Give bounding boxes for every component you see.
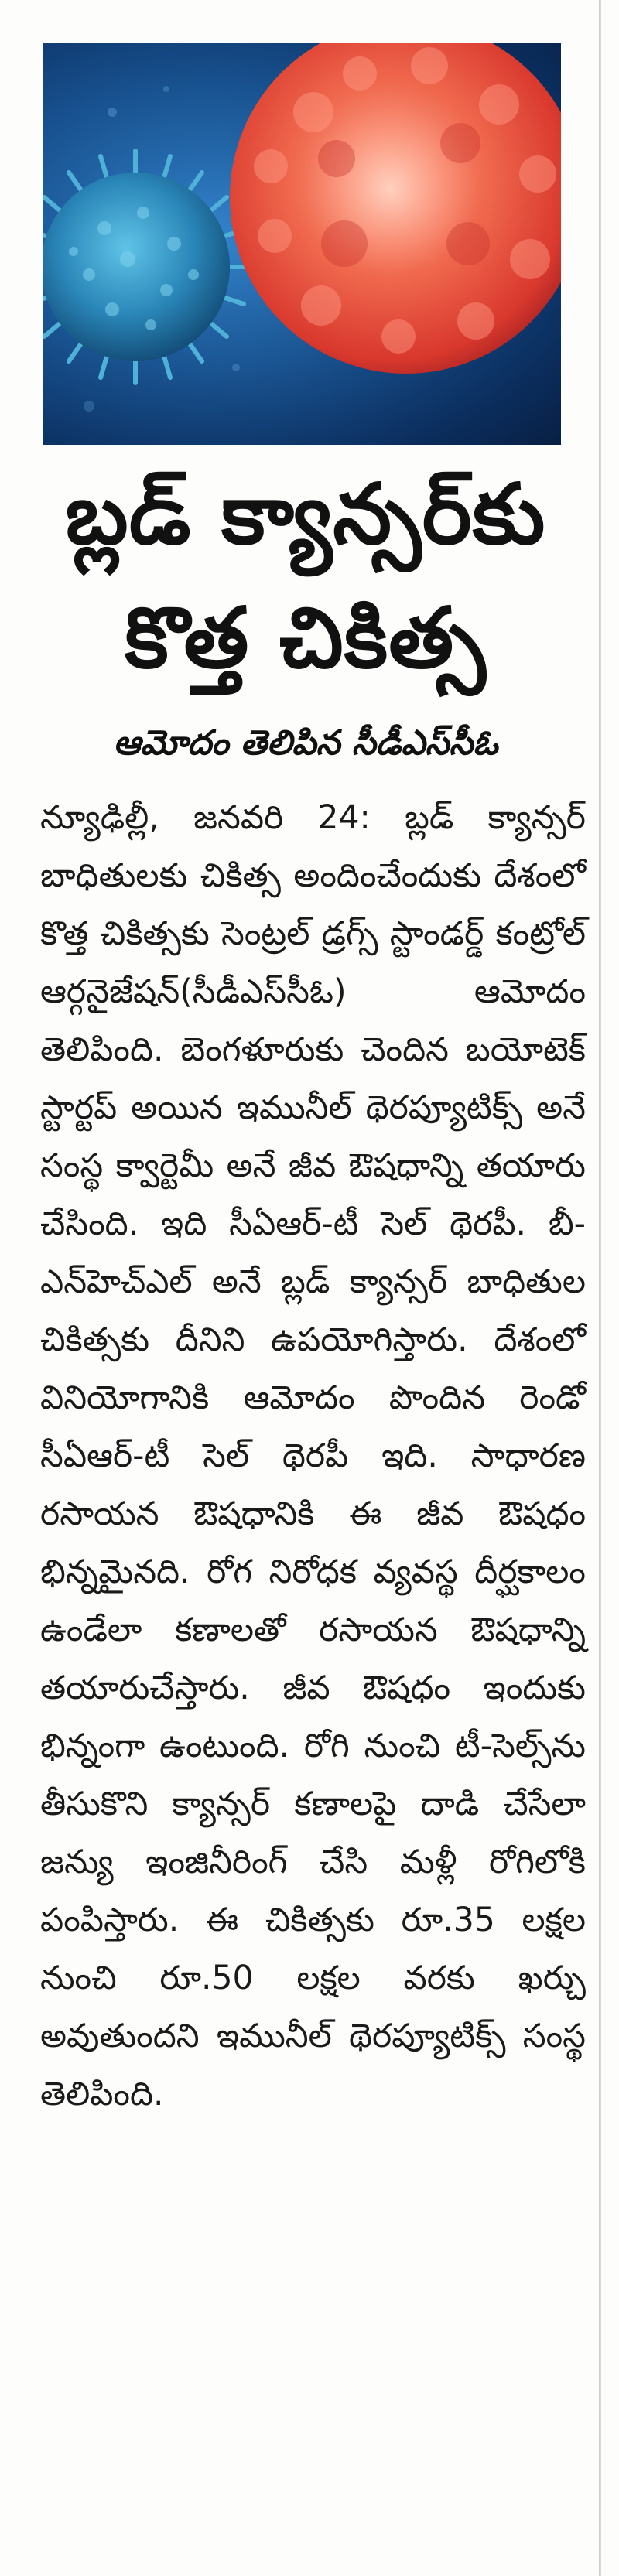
article-paragraph: న్యూఢిల్లీ, జనవరి 24: బ్లడ్ క్యాన్సర్ బాధితులకు చికిత్స అందించేందుకు దేశంలో కొత్త చికిత్సకు సెంట్రల్ డ్రగ్స్ స్టాండర్డ్ కంట్రోల్ ఆర్గనైజేషన్(సీడీఎస్‌సీఓ) ఆమోదం తెలిపింది. బెంగళూరుకు చెందిన బయోటెక్ స్టార్టప్ అయిన ఇమునీల్ థెరప్యూటిక్స్ అనే సంస్థ క్వార్టెమీ అనే జీవ ఔషధాన్ని తయారు చేసింది. ఇది సీఏఆర్-టీ సెల్ థెరపీ. బీ-ఎన్‌హెచ్‌ఎల్ అనే బ్లడ్ క్యాన్సర్ బాధితుల చికిత్సకు దీనిని ఉపయోగిస్తారు. దేశంలో వినియోగానికి ఆమోదం పొందిన రెండో సీఏఆర్-టీ సెల్ థెరపీ ఇది. సాధారణ రసాయన ఔషధానికి ఈ జీవ ఔషధం భిన్నమైనది. రోగ నిరోధక వ్యవస్థ దీర్ఘకాలం ఉండేలా కణాలతో రసాయన ఔషధాన్ని తయారుచేస్తారు. జీవ ఔషధం ఇందుకు భిన్నంగా ఉంటుంది. రోగి నుంచి టీ-సెల్స్‌ను తీసుకొని క్యాన్సర్ కణాలపై దాడి చేసేలా జన్యు ఇంజినీరింగ్ చేసి మళ్లీ రోగిలోకి పంపిస్తారు. ఈ చికిత్సకు రూ.35 లక్షల నుంచి రూ.50 లక్షల వరకు ఖర్చు అవుతుందని ఇమునీల్ థెరప్యూటిక్స్ సంస్థ తెలిపింది.	[40, 799, 586, 2113]
subheadline: ఆమోదం తెలిపిన సీడీఎస్‌సీఓ	[113, 723, 498, 763]
headline-line-2: కొత్త చికిత్స	[125, 590, 487, 687]
article-body	[40, 789, 586, 2123]
article-photo	[43, 43, 561, 445]
headline-line-1: బ్లడ్ క్యాన్సర్‌కు	[65, 466, 546, 563]
scan-edge-divider	[599, 0, 601, 2576]
cancer-cell-photo-icon	[43, 43, 561, 445]
